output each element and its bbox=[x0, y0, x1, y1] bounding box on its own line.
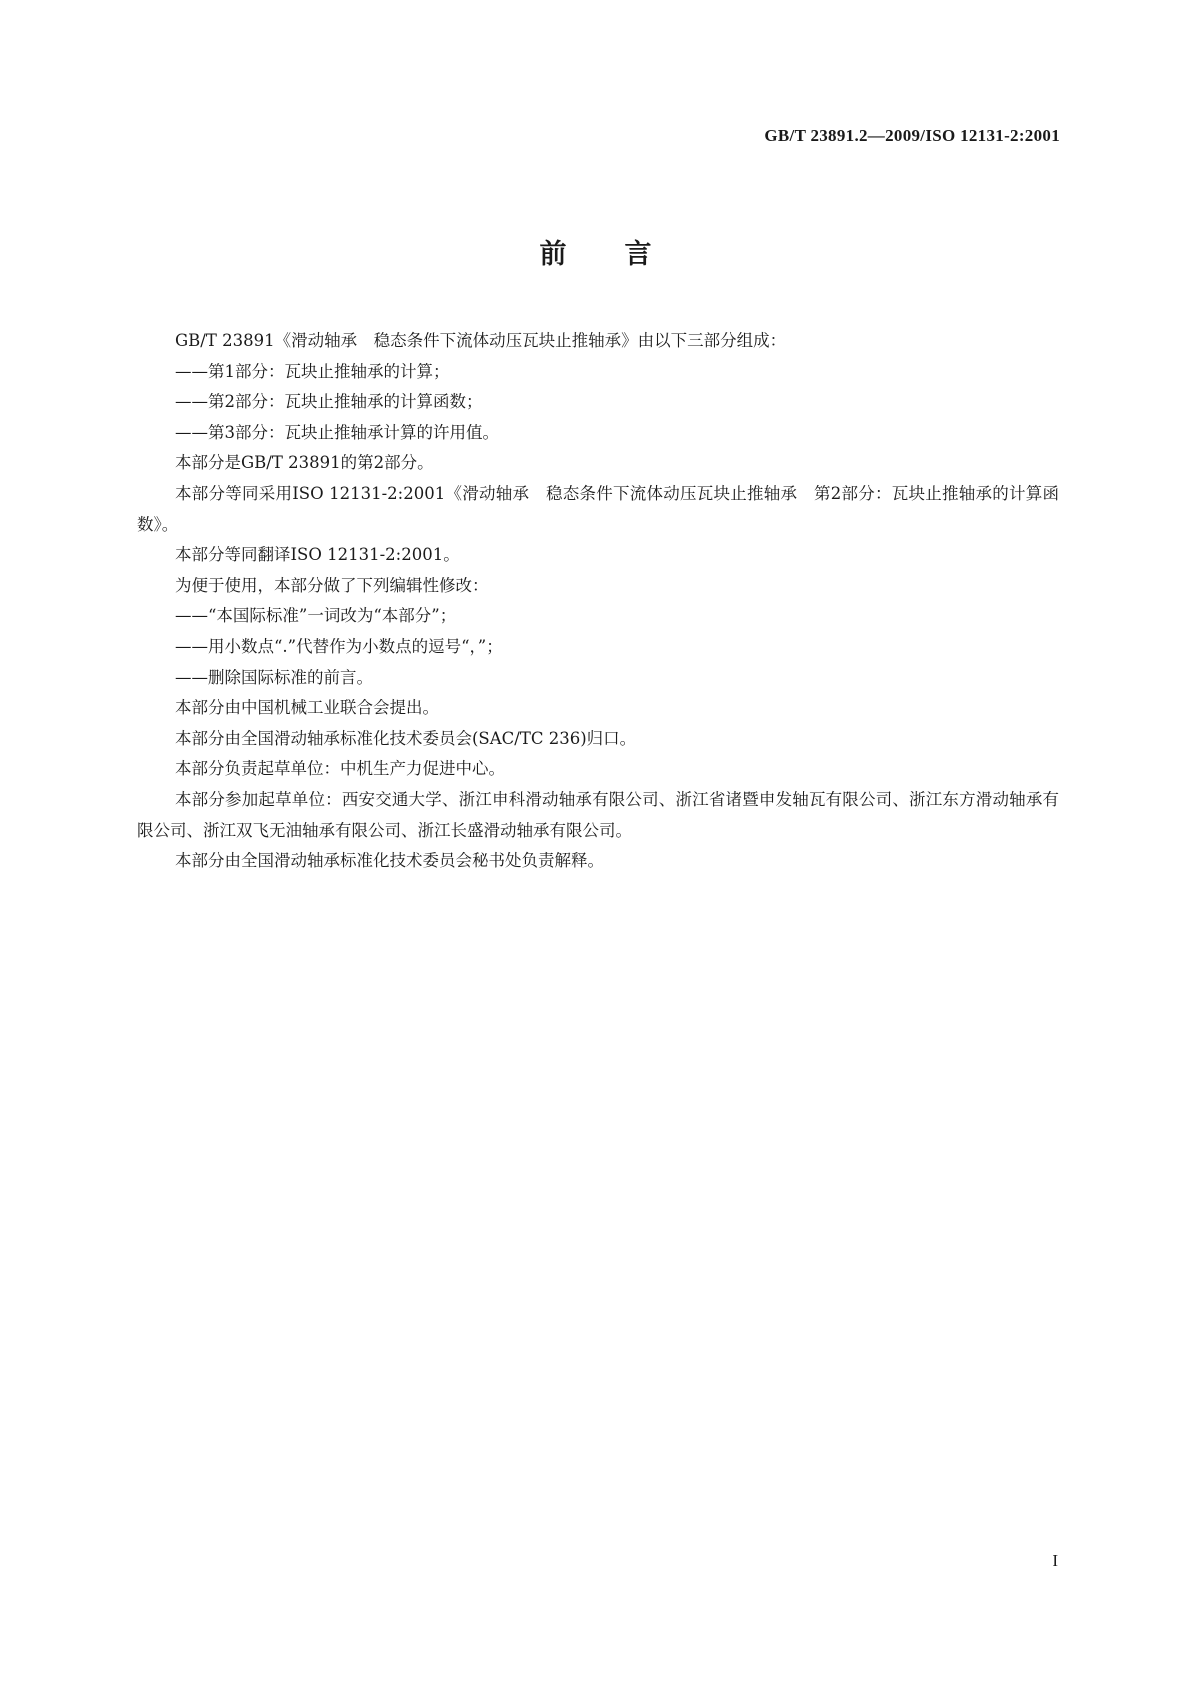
list-item-part-2: ——第2部分：瓦块止推轴承的计算函数； bbox=[175, 392, 483, 412]
list-item-part-3: ——第3部分：瓦块止推轴承计算的许用值。 bbox=[175, 422, 499, 442]
list-item-change-1: ——“本国际标准”一词改为“本部分”； bbox=[175, 606, 457, 626]
paragraph-translation: 本部分等同翻译ISO 12131-2:2001。 bbox=[175, 545, 460, 565]
paragraph-proposed-by: 本部分由中国机械工业联合会提出。 bbox=[175, 698, 439, 718]
page-number: I bbox=[1052, 1551, 1058, 1570]
preface-body bbox=[137, 326, 1059, 877]
paragraph-composition: GB/T 23891《滑动轴承 稳态条件下流体动压瓦块止推轴承》由以下三部分组成： bbox=[175, 331, 787, 350]
list-item-change-3: ——删除国际标准的前言。 bbox=[175, 667, 373, 687]
paragraph-this-part: 本部分是GB/T 23891的第2部分。 bbox=[175, 453, 434, 473]
paragraph-administered-by: 本部分由全国滑动轴承标准化技术委员会(SAC/TC 236)归口。 bbox=[175, 728, 637, 748]
paragraph-participating-units: 本部分参加起草单位：西安交通大学、浙江申科滑动轴承有限公司、浙江省诸暨申发轴瓦有限公司、浙江东方滑动轴承有限公司、浙江双飞无油轴承有限公司、浙江长盛滑动轴承有限公司。 bbox=[137, 789, 1059, 840]
paragraph-drafting-unit: 本部分负责起草单位：中机生产力促进中心。 bbox=[175, 759, 505, 779]
paragraph-interpretation: 本部分由全国滑动轴承标准化技术委员会秘书处负责解释。 bbox=[175, 851, 604, 871]
paragraph-adoption: 本部分等同采用ISO 12131-2:2001《滑动轴承 稳态条件下流体动压瓦块止推轴承 第2部分：瓦块止推轴承的计算函数》。 bbox=[137, 483, 1059, 534]
document-code: GB/T 23891.2—2009/ISO 12131-2:2001 bbox=[764, 126, 1060, 145]
list-item-change-2: ——用小数点“.”代替作为小数点的逗号“，”； bbox=[175, 636, 503, 656]
list-item-part-1: ——第1部分：瓦块止推轴承的计算； bbox=[175, 361, 450, 381]
page-title: 前言 bbox=[539, 239, 710, 270]
paragraph-editorial-changes: 为便于使用，本部分做了下列编辑性修改： bbox=[175, 575, 489, 595]
